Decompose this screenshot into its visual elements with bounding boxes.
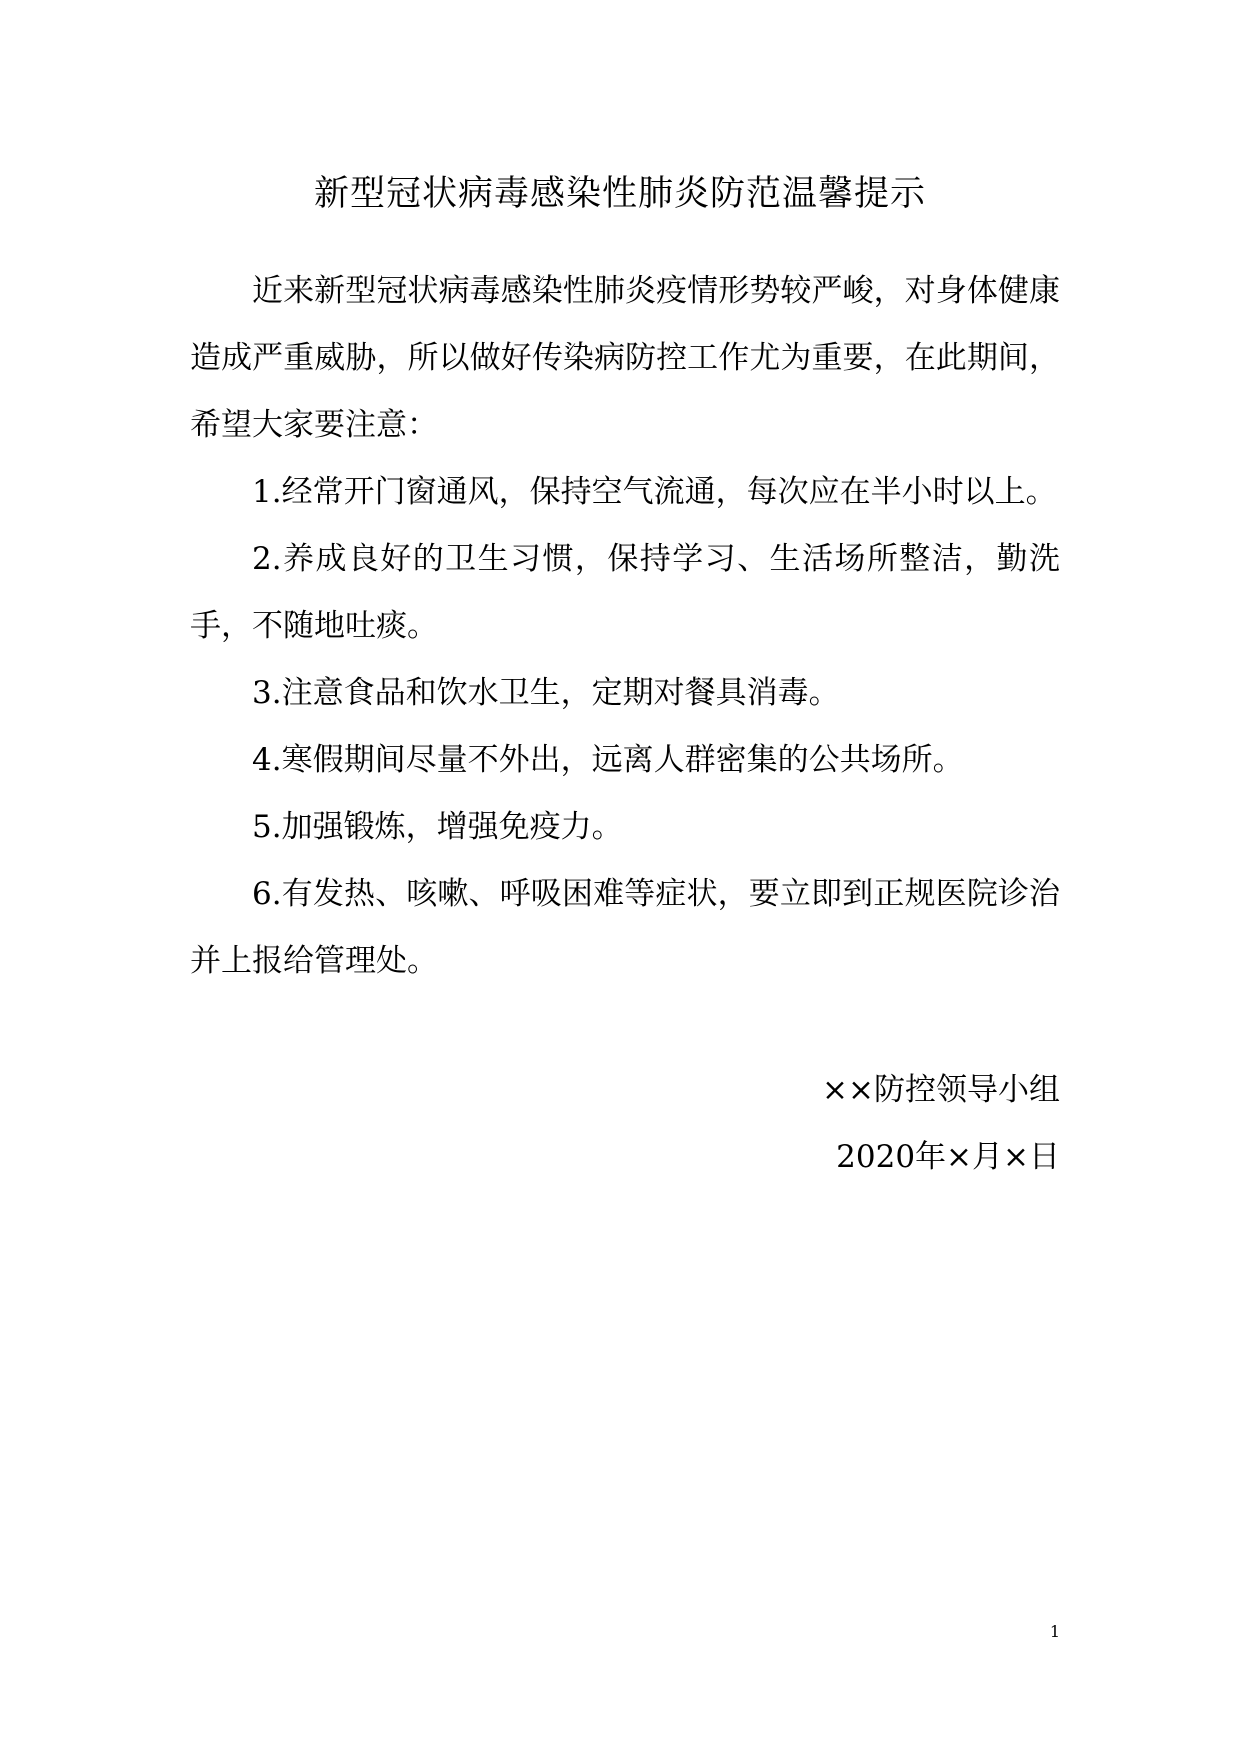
list-item: 2.养成良好的卫生习惯，保持学习、生活场所整洁，勤洗手，不随地吐痰。 (190, 541, 1060, 644)
document-title: 新型冠状病毒感染性肺炎防范温馨提示 (313, 174, 926, 214)
list-item: 3.注意食品和饮水卫生，定期对餐具消毒。 (252, 675, 840, 711)
document-body (190, 258, 1060, 995)
signature-block (190, 1057, 1060, 1191)
list-item: 5.加强锻炼，增强免疫力。 (252, 809, 623, 845)
signature-organization: ××防控领导小组 (822, 1072, 1060, 1108)
signature-date: 2020年×月×日 (836, 1139, 1060, 1175)
list-item: 6.有发热、咳嗽、呼吸困难等症状，要立即到正规医院诊治并上报给管理处。 (190, 876, 1060, 979)
list-item: 1.经常开门窗通风，保持空气流通，每次应在半小时以上。 (252, 474, 1057, 510)
intro-paragraph: 近来新型冠状病毒感染性肺炎疫情形势较严峻，对身体健康造成严重威胁，所以做好传染病防控工作尤为重要，在此期间，希望大家要注意： (190, 273, 1060, 443)
list-item: 4.寒假期间尽量不外出，远离人群密集的公共场所。 (252, 742, 964, 778)
page-number: 1 (1049, 1622, 1060, 1641)
